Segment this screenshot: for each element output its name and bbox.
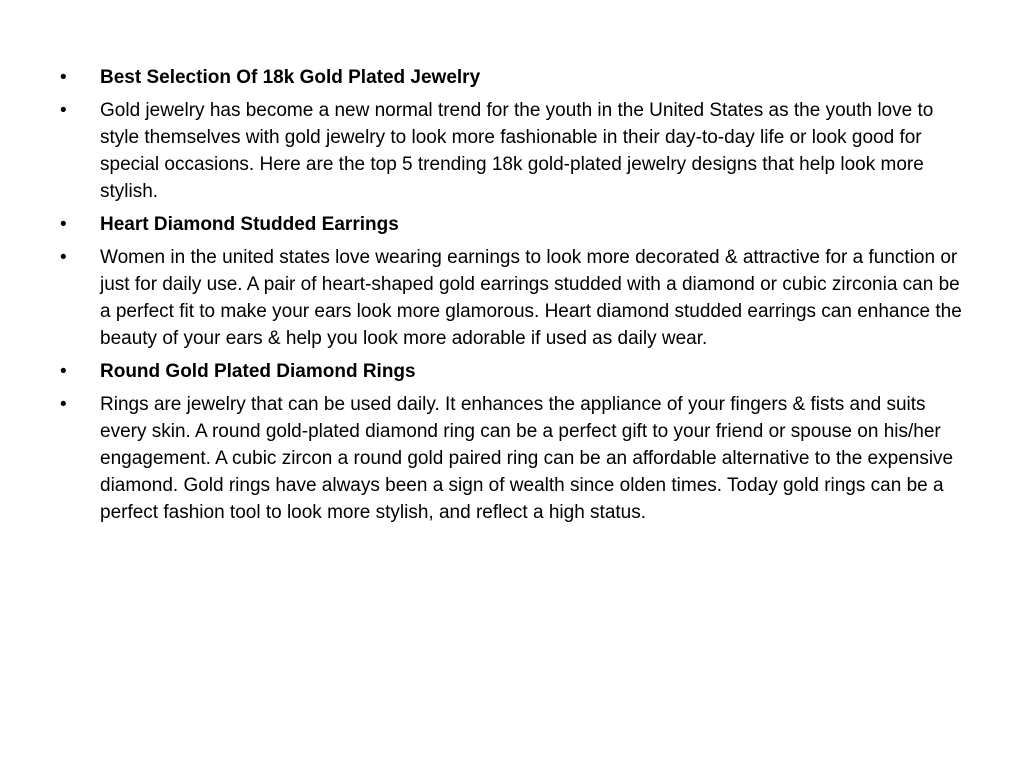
bullet-icon: • xyxy=(60,67,67,88)
bullet-item-heading-rings xyxy=(60,358,964,385)
earrings-paragraph: Women in the united states love wearing earnings to look more decorated & attractive for a function or just for daily use. A pair of heart-shaped gold earrings studded with a diamond or cubic zirconia can be a perfect fit to make your ears look more glamorous. Heart diamond studded earrings can enhance the beauty of your ears & help you look more adorable if used as daily wear. xyxy=(100,247,962,349)
bullet-item-earrings-paragraph xyxy=(60,244,964,352)
heading-rings: Round Gold Plated Diamond Rings xyxy=(100,361,416,382)
bullet-item-heading-best-selection xyxy=(60,64,964,91)
bullet-icon: • xyxy=(60,100,67,121)
rings-paragraph: Rings are jewelry that can be used daily. It enhances the appliance of your fingers & fists and suits every skin. A round gold-plated diamond ring can be a perfect gift to your friend or spouse on his/her engagement. A cubic zircon a round gold paired ring can be an affordable alternative to the expensive diamond. Gold rings have always been a sign of wealth since olden times. Today gold rings can be a perfect fashion tool to look more stylish, and reflect a high status. xyxy=(100,394,954,523)
bullet-icon: • xyxy=(60,247,67,268)
bullet-icon: • xyxy=(60,394,67,415)
bullet-icon: • xyxy=(60,214,67,235)
heading-earrings: Heart Diamond Studded Earrings xyxy=(100,214,399,235)
bullet-item-heading-earrings xyxy=(60,211,964,238)
bullet-item-rings-paragraph xyxy=(60,391,964,526)
bullet-item-intro-paragraph xyxy=(60,97,964,205)
intro-paragraph: Gold jewelry has become a new normal trend for the youth in the United States as the youth love to style themselves with gold jewelry to look more fashionable in their day-to-day life or look good for special occasions. Here are the top 5 trending 18k gold-plated jewelry designs that help look more stylish. xyxy=(100,100,934,202)
bullet-list xyxy=(60,64,964,526)
bullet-icon: • xyxy=(60,361,67,382)
heading-best-selection: Best Selection Of 18k Gold Plated Jewelry xyxy=(100,67,481,88)
